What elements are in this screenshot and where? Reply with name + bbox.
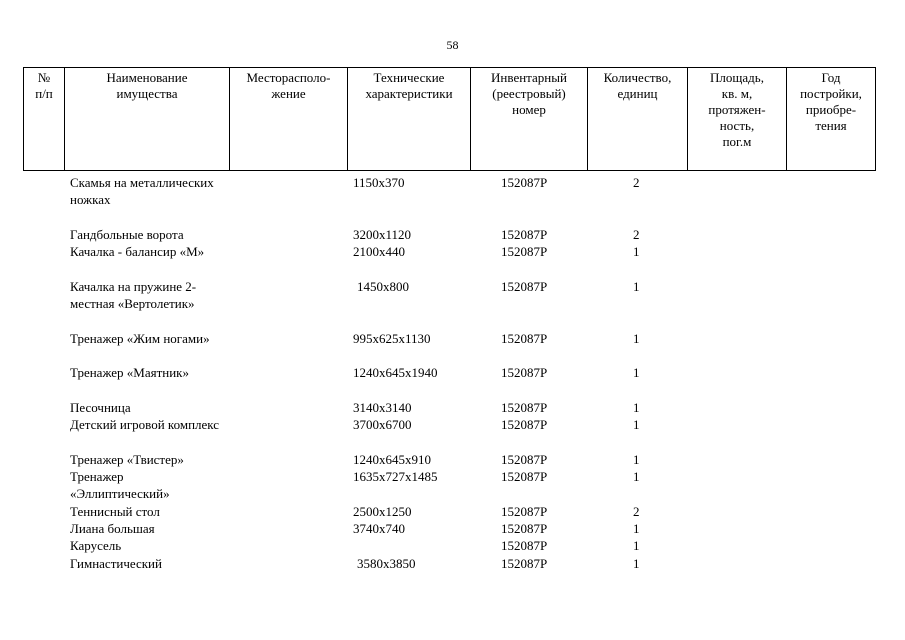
header-technical: Технические характеристики — [348, 68, 471, 171]
item-technical: 2500x1250 — [353, 503, 412, 519]
item-inventory-number: 152087Р — [501, 469, 548, 485]
item-quantity: 1 — [633, 417, 640, 433]
table-row — [23, 451, 875, 468]
table-row — [23, 399, 875, 416]
item-name: Скамья на металлических ножках — [70, 175, 214, 208]
item-quantity: 1 — [633, 520, 640, 536]
property-table-body — [23, 174, 875, 572]
item-technical: 3140x3140 — [353, 399, 412, 415]
item-technical: 3700x6700 — [353, 417, 412, 433]
item-inventory-number: 152087Р — [501, 503, 548, 519]
item-quantity: 2 — [633, 226, 640, 242]
item-quantity: 1 — [633, 469, 640, 485]
item-technical: 3580x3850 — [357, 555, 416, 571]
item-quantity: 2 — [633, 503, 640, 519]
item-inventory-number: 152087Р — [501, 365, 548, 381]
item-name: Тренажер «Жим ногами» — [70, 330, 210, 346]
table-row — [23, 503, 875, 520]
item-inventory-number: 152087Р — [501, 330, 548, 346]
item-inventory-number: 152087Р — [501, 555, 548, 571]
item-technical: 3740x740 — [353, 520, 405, 536]
item-name: Тренажер «Твистер» — [70, 451, 184, 467]
item-quantity: 1 — [633, 365, 640, 381]
item-technical: 995x625x1130 — [353, 330, 431, 346]
item-quantity: 1 — [633, 555, 640, 571]
table-row — [23, 174, 875, 226]
header-quantity: Количество, единиц — [588, 68, 688, 171]
table-row — [23, 243, 875, 278]
table-row — [23, 278, 875, 330]
table-row — [23, 226, 875, 243]
item-technical: 1240x645x910 — [353, 451, 431, 467]
item-name: Качалка на пружине 2-местная «Вертолетик» — [70, 278, 197, 312]
table-row — [23, 555, 875, 572]
property-table-header — [23, 67, 876, 171]
item-quantity: 1 — [633, 278, 640, 294]
item-inventory-number: 152087Р — [501, 226, 548, 242]
item-technical: 1450x800 — [357, 278, 409, 294]
item-name: Теннисный стол — [70, 503, 160, 519]
item-name: Качалка - балансир «М» — [70, 244, 205, 260]
header-inventory: Инвентарный (реестровый) номер — [471, 68, 588, 171]
table-row — [23, 330, 875, 365]
item-technical: 1240x645x1940 — [353, 365, 438, 381]
table-row — [23, 364, 875, 399]
header-name: Наименование имущества — [65, 68, 230, 171]
header-year: Год постройки, приобре- тения — [787, 68, 876, 171]
item-inventory-number: 152087Р — [501, 451, 548, 467]
item-inventory-number: 152087Р — [501, 520, 548, 536]
item-name: Детский игровой комплекс — [70, 417, 220, 433]
header-number: № п/п — [24, 68, 65, 171]
table-row — [23, 520, 875, 537]
item-inventory-number: 152087Р — [501, 399, 548, 415]
item-name: Песочница — [70, 399, 131, 415]
page-number: 58 — [446, 38, 459, 52]
table-row — [23, 537, 875, 554]
item-quantity: 1 — [633, 451, 640, 467]
item-name: Гандбольные ворота — [70, 226, 184, 242]
header-area: Площадь, кв. м, протяжен- ность, пог.м — [688, 68, 787, 171]
item-technical: 2100x440 — [353, 244, 405, 260]
table-row — [23, 416, 875, 451]
item-quantity: 1 — [633, 399, 640, 415]
item-inventory-number: 152087Р — [501, 278, 548, 294]
item-quantity: 1 — [633, 244, 640, 260]
item-name: Тренажер «Эллиптический» — [70, 469, 170, 502]
item-technical: 1150x370 — [353, 175, 405, 190]
item-quantity: 1 — [633, 538, 640, 554]
item-inventory-number: 152087Р — [501, 244, 548, 260]
item-inventory-number: 152087Р — [501, 538, 548, 554]
item-quantity: 1 — [633, 330, 640, 346]
item-name: Гимнастический — [70, 555, 162, 571]
item-technical: 3200x1120 — [353, 226, 412, 242]
item-inventory-number: 152087Р — [501, 175, 548, 190]
item-name: Лиана большая — [70, 520, 155, 536]
item-name: Тренажер «Маятник» — [70, 365, 189, 381]
item-name: Карусель — [70, 538, 122, 554]
table-row — [23, 468, 875, 503]
item-quantity: 2 — [633, 175, 640, 190]
header-location: Месторасполо- жение — [230, 68, 348, 171]
item-technical: 1635x727x1485 — [353, 469, 438, 485]
item-inventory-number: 152087Р — [501, 417, 548, 433]
